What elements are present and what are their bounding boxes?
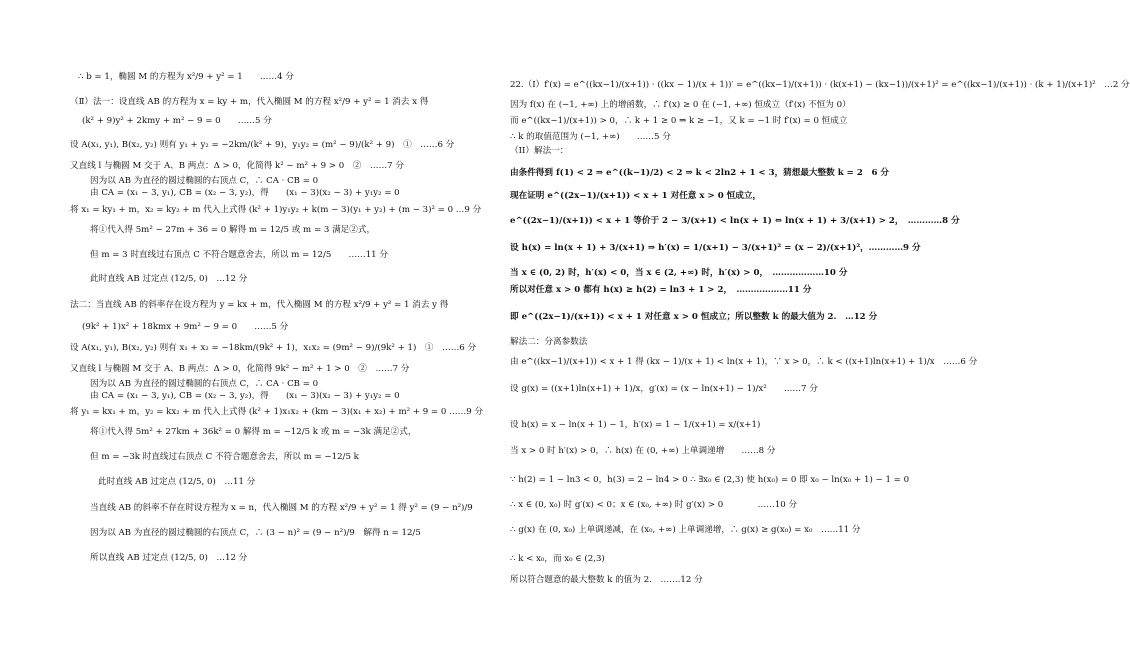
right-line-11: 即 e^((2x−1)/(x+1)) < x + 1 对任意 x > 0 恒成立；所以整数 k 的最大值为 2. …12 分 — [510, 312, 878, 322]
right-line-0: 22.（I）f′(x) = e^((kx−1)/(x+1)) · ((kx − 1)/(x + 1))′ = e^((kx−1)/(x+1)) · (k(x+1) − (kx−1))/(x+1)² = e^((kx−1)/(x+1)) · (k + 1)/(x+1)² …2 分 — [510, 80, 1130, 90]
left-line-10: 此时直线 AB 过定点 (12/5, 0) …12 分 — [90, 274, 248, 284]
right-line-2: 而 e^((kx−1)/(x+1)) > 0，∴ k + 1 ≥ 0 ⇒ k ≥ −1，又 k = −1 时 f′(x) = 0 恒成立 — [510, 116, 848, 126]
left-line-6: 由 CA = (x₁ − 3, y₁), CB = (x₂ − 3, y₂)，得 (x₁ − 3)(x₂ − 3) + y₁y₂ = 0 — [90, 188, 400, 198]
right-line-17: ∵ h(2) = 1 − ln3 < 0，h(3) = 2 − ln4 > 0 ∴ ∃x₀ ∈ (2,3) 使 h(x₀) = 0 即 x₀ − ln(x₀ + 1) − 1 = 0 — [510, 475, 910, 485]
left-line-12: (9k² + 1)x² + 18kmx + 9m² − 9 = 0 ……5 分 — [82, 322, 289, 332]
right-line-21: 所以符合题意的最大整数 k 的值为 2. …….12 分 — [510, 575, 703, 585]
right-line-14: 设 g(x) = ((x+1)ln(x+1) + 1)/x，g′(x) = (x − ln(x+1) − 1)/x² ……7 分 — [510, 384, 818, 394]
left-line-11: 法二：当直线 AB 的斜率存在设方程为 y = kx + m，代入椭圆 M 的方程 x²/9 + y² = 1 消去 y 得 — [70, 300, 449, 310]
left-line-20: 此时直线 AB 过定点 (12/5, 0) …11 分 — [98, 477, 256, 487]
right-line-16: 当 x > 0 时 h′(x) > 0，∴ h(x) 在 (0, +∞) 上单调递增 ……8 分 — [510, 446, 776, 456]
left-line-18: 将①代入得 5m² + 27km + 36k² = 0 解得 m = −12/5 k 或 m = −3k 满足②式， — [90, 427, 417, 437]
left-line-3: 设 A(x₁, y₁), B(x₂, y₂) 则有 y₁ + y₂ = −2km/(k² + 9)，y₁y₂ = (m² − 9)/(k² + 9) ① ……6 分 — [70, 140, 455, 150]
left-line-4: 又直线 l 与椭圆 M 交于 A、B 两点：Δ > 0，化简得 k² − m² + 9 > 0 ② ……7 分 — [70, 161, 404, 171]
left-line-2: (k² + 9)y² + 2kmy + m² − 9 = 0 ……5 分 — [82, 116, 272, 126]
right-line-3: ∴ k 的取值范围为 (−1, +∞) ……5 分 — [510, 132, 671, 142]
right-line-5: 由条件得到 f(1) < 2 ⇒ e^((k−1)/2) < 2 ⇒ k < 2ln2 + 1 < 3，猜想最大整数 k = 2 6 分 — [510, 168, 890, 178]
right-column — [508, 0, 1130, 658]
right-line-9: 当 x ∈ (0, 2) 时，h′(x) < 0，当 x ∈ (2, +∞) 时，h′(x) > 0， ………………10 分 — [510, 268, 848, 278]
right-line-18: ∴ x ∈ (0, x₀) 时 g′(x) < 0；x ∈ (x₀, +∞) 时 g′(x) > 0 ……10 分 — [510, 500, 798, 510]
left-line-0: ∴ b = 1，椭圆 M 的方程为 x²/9 + y² = 1 ……4 分 — [78, 72, 294, 82]
right-line-1: 因为 f(x) 在 (−1, +∞) 上的增函数，∴ f′(x) ≥ 0 在 (−1, +∞) 恒成立（f′(x) 不恒为 0） — [510, 100, 851, 110]
left-line-13: 设 A(x₁, y₁), B(x₂, y₂) 则有 x₁ + x₂ = −18km/(9k² + 1)，x₁x₂ = (9m² − 9)/(9k² + 1) ① ……6 分 — [70, 343, 477, 353]
right-line-8: 设 h(x) = ln(x + 1) + 3/(x+1) ⇒ h′(x) = 1/(x+1) − 3/(x+1)² = (x − 2)/(x+1)²，…………9 分 — [510, 243, 921, 253]
left-line-17: 将 y₁ = kx₁ + m，y₂ = kx₂ + m 代入上式得 (k² + 1)x₁x₂ + (km − 3)(x₁ + x₂) + m² + 9 = 0 ……9 分 — [70, 407, 484, 417]
right-line-12: 解法二：分离参数法 — [510, 337, 588, 347]
left-line-16: 由 CA = (x₁ − 3, y₁), CB = (x₂ − 3, y₂)，得 (x₁ − 3)(x₂ − 3) + y₁y₂ = 0 — [90, 391, 400, 401]
left-line-23: 所以直线 AB 过定点 (12/5, 0) …12 分 — [90, 553, 248, 563]
left-line-5: 因为以 AB 为直径的圆过椭圆的右顶点 C，∴ CA · CB = 0 — [90, 176, 319, 186]
left-line-15: 因为以 AB 为直径的圆过椭圆的右顶点 C，∴ CA · CB = 0 — [90, 379, 319, 389]
left-line-1: （Ⅱ）法一：设直线 AB 的方程为 x = ky + m，代入椭圆 M 的方程 x²/9 + y² = 1 消去 x 得 — [70, 97, 429, 107]
right-line-7: e^((2x−1)/(x+1)) < x + 1 等价于 2 − 3/(x+1) < ln(x + 1) ⇔ ln(x + 1) + 3/(x+1) > 2， …………8 分 — [510, 216, 960, 226]
left-line-14: 又直线 l 与椭圆 M 交于 A、B 两点：Δ > 0，化简得 9k² − m² + 1 > 0 ② ……7 分 — [70, 364, 410, 374]
left-line-7: 将 x₁ = ky₁ + m，x₂ = ky₂ + m 代入上式得 (k² + 1)y₁y₂ + k(m − 3)(y₁ + y₂) + (m − 3)² = 0 …9 分 — [70, 205, 482, 215]
right-line-15: 设 h(x) = x − ln(x + 1) − 1，h′(x) = 1 − 1/(x+1) = x/(x+1) — [510, 420, 761, 430]
right-line-13: 由 e^((kx−1)/(x+1)) < x + 1 得 (kx − 1)/(x + 1) < ln(x + 1)，∵ x > 0，∴ k < ((x+1)ln(x+1) + 1)/x ……6 分 — [510, 357, 978, 367]
left-line-21: 当直线 AB 的斜率不存在时设方程为 x = n，代入椭圆 M 的方程 x²/9 + y² = 1 得 y² = (9 − n²)/9 — [90, 503, 473, 513]
left-line-8: 将①代入得 5m² − 27m + 36 = 0 解得 m = 12/5 或 m = 3 满足②式， — [90, 225, 376, 235]
left-column — [68, 0, 518, 658]
right-line-6: 现在证明 e^((2x−1)/(x+1)) < x + 1 对任意 x > 0 恒成立， — [510, 191, 762, 201]
right-line-19: ∴ g(x) 在 (0, x₀) 上单调递减，在 (x₀, +∞) 上单调递增，∴ g(x) ≥ g(x₀) = x₀ ……11 分 — [510, 525, 861, 535]
left-line-22: 因为以 AB 为直径的圆过椭圆的右顶点 C，∴ (3 − n)² = (9 − n²)/9 解得 n = 12/5 — [90, 528, 421, 538]
right-line-4: （II）解法一： — [510, 146, 569, 156]
left-line-9: 但 m = 3 时直线过右顶点 C 不符合题意舍去，所以 m = 12/5 ……11 分 — [90, 250, 388, 260]
right-line-20: ∴ k < x₀，而 x₀ ∈ (2,3) — [510, 554, 605, 564]
right-line-10: 所以对任意 x > 0 都有 h(x) ≥ h(2) = ln3 + 1 > 2， ………………11 分 — [510, 285, 812, 295]
left-line-19: 但 m = −3k 时直线过右顶点 C 不符合题意舍去，所以 m = −12/5 k — [90, 452, 359, 462]
